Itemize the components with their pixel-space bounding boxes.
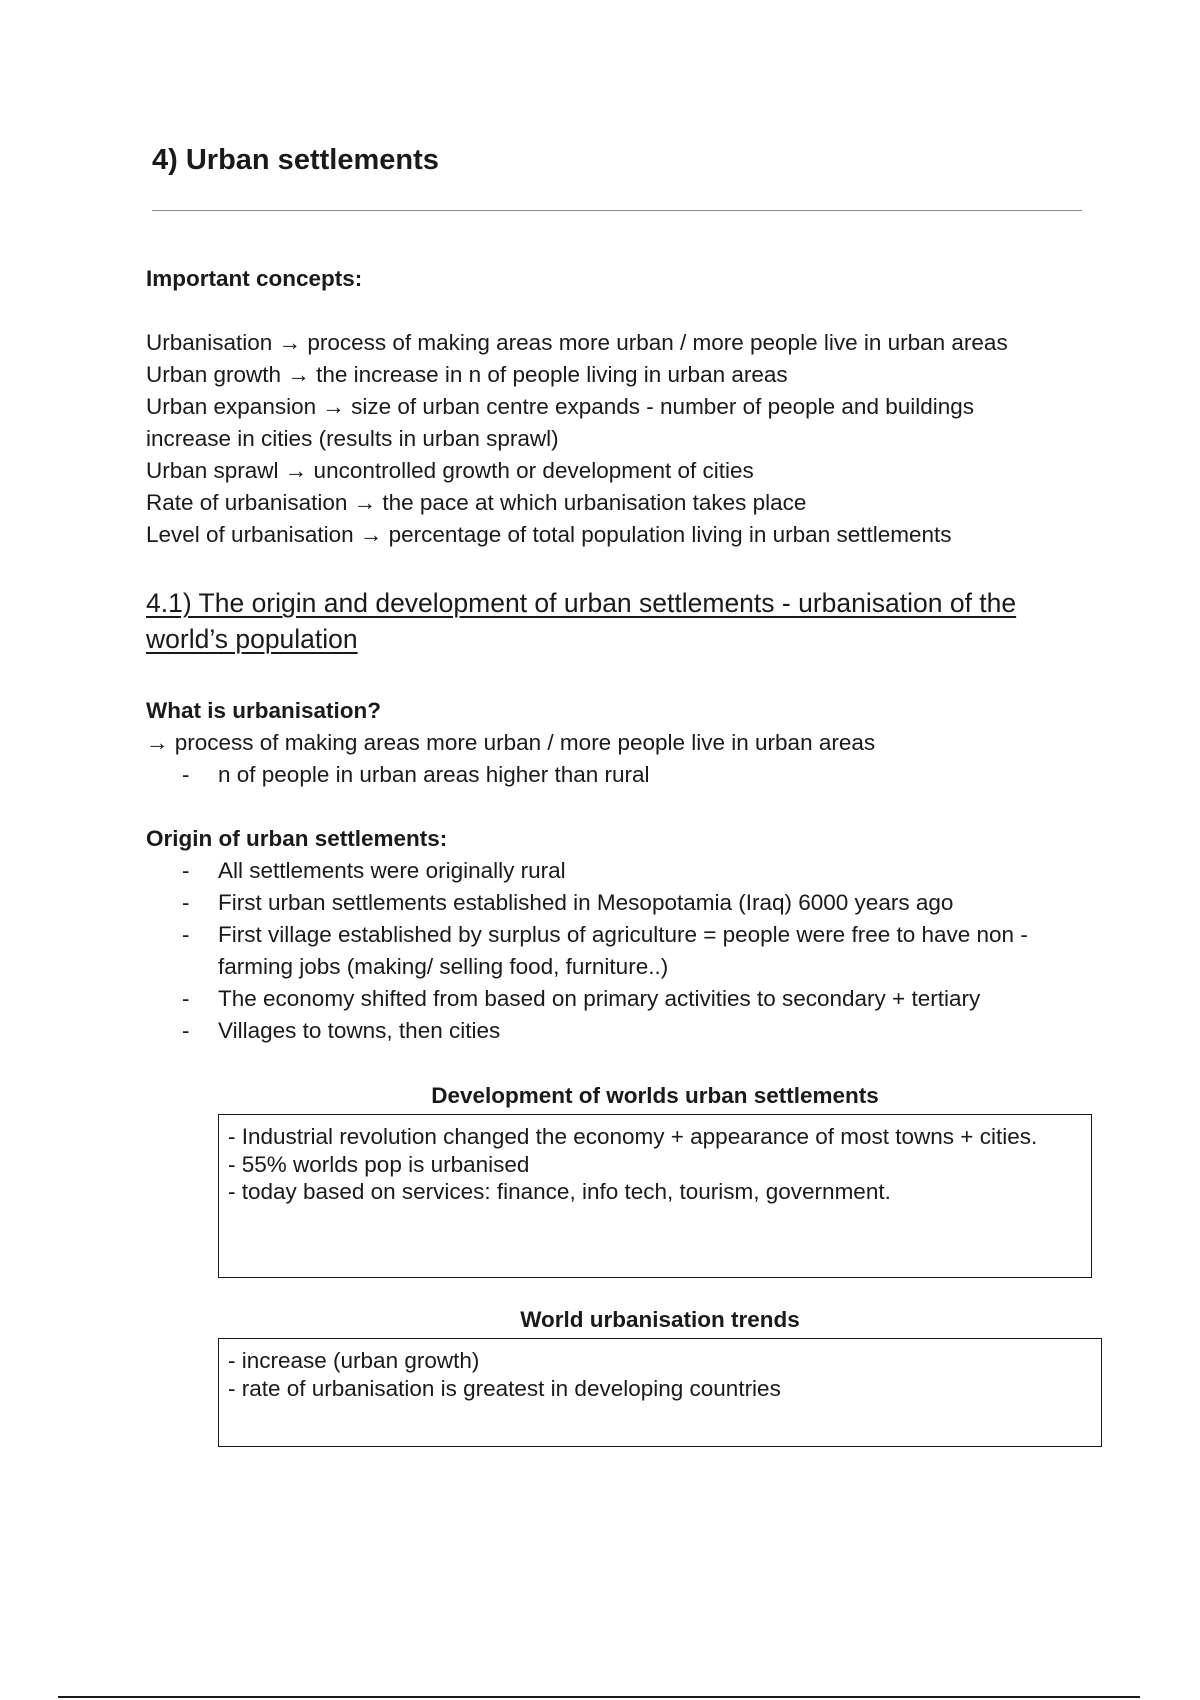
trends-box-title: World urbanisation trends <box>520 1307 800 1332</box>
page-title: 4) Urban settlements <box>152 144 439 176</box>
list-item-text: Villages to towns, then cities <box>218 1018 501 1043</box>
bullet-dash: - <box>182 986 190 1011</box>
concepts-list <box>146 327 1106 551</box>
bullet-dash: - <box>182 1018 190 1043</box>
concept-line: Urban growth → the increase in n of people living in urban areas <box>146 362 788 387</box>
section-heading: 4.1) The origin and development of urban settlements - urbanisation of the world’s population <box>146 588 1017 654</box>
list-item-text: First village established by surplus of agriculture = people were free to have non - farming jobs (making/ selling food, furniture..) <box>218 922 1028 979</box>
origin-bullet-list <box>146 855 1098 1047</box>
box-line: - Industrial revolution changed the economy + appearance of most towns + cities. <box>228 1124 1038 1149</box>
bullet-dash: - <box>182 858 190 883</box>
trends-note-box <box>218 1338 1102 1447</box>
bullet-dash: - <box>182 922 190 947</box>
list-item <box>146 919 1098 983</box>
box-line: - rate of urbanisation is greatest in developing countries <box>228 1375 781 1401</box>
concepts-heading: Important concepts: <box>146 266 363 291</box>
box-line: - increase (urban growth) <box>228 1348 480 1373</box>
bullet-dash: - <box>182 890 190 915</box>
concept-line: Urbanisation → process of making areas more urban / more people live in urban areas <box>146 330 1008 355</box>
concept-line: Urban expansion → size of urban centre expands - number of people and buildings <box>146 394 975 419</box>
list-item-text: All settlements were originally rural <box>218 858 566 883</box>
what-definition: → process of making areas more urban / more people live in urban areas <box>146 730 876 755</box>
concept-line: Urban sprawl → uncontrolled growth or development of cities <box>146 458 754 483</box>
list-item-text: First urban settlements established in Mesopotamia (Iraq) 6000 years ago <box>218 890 954 915</box>
box-line: - 55% worlds pop is urbanised <box>228 1151 530 1177</box>
list-item <box>146 983 1098 1015</box>
bullet-dash: - <box>182 762 190 787</box>
box-line: - today based on services: finance, info tech, tourism, government. <box>228 1179 891 1204</box>
development-box-title: Development of worlds urban settlements <box>431 1083 879 1108</box>
development-note-box <box>218 1114 1092 1278</box>
list-item <box>146 887 1098 919</box>
footer-divider <box>58 1696 1140 1698</box>
list-item-text: n of people in urban areas higher than rural <box>218 762 650 787</box>
list-item-text: The economy shifted from based on primary activities to secondary + tertiary <box>218 986 981 1011</box>
concept-line: increase in cities (results in urban sprawl) <box>146 426 559 451</box>
list-item <box>146 1015 1098 1047</box>
concept-line: Rate of urbanisation → the pace at which urbanisation takes place <box>146 490 807 515</box>
what-heading: What is urbanisation? <box>146 698 382 723</box>
list-item <box>146 855 1098 887</box>
title-divider <box>152 210 1082 211</box>
what-bullet-list <box>146 759 1098 791</box>
list-item <box>146 759 1098 791</box>
origin-heading: Origin of urban settlements: <box>146 826 448 851</box>
concept-line: Level of urbanisation → percentage of total population living in urban settlements <box>146 522 952 547</box>
